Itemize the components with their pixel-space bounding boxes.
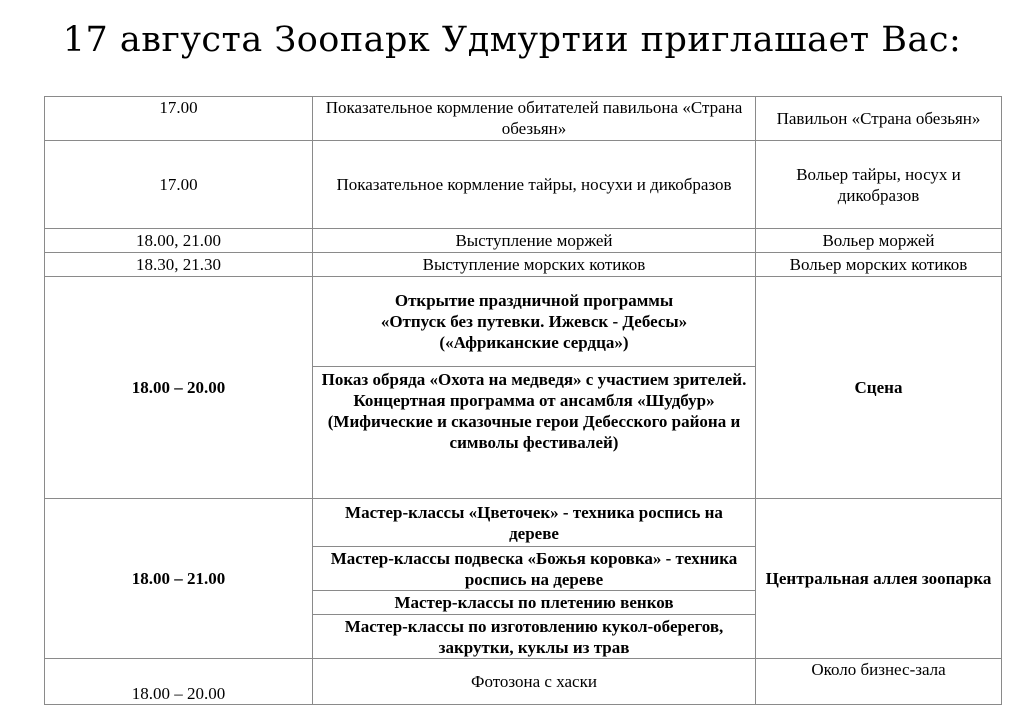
table-row [45, 141, 1002, 229]
time-cell: 18.00, 21.00 [45, 229, 313, 253]
time-cell: 18.00 – 20.00 [45, 277, 313, 499]
event-cell: Фотозона с хаски [313, 659, 756, 705]
time-cell: 18.00 – 20.00 [45, 659, 313, 705]
place-cell: Вольер морских котиков [756, 253, 1002, 277]
event-cell: Показательное кормление тайры, носухи и дикобразов [313, 141, 756, 229]
time-cell: 18.00 – 21.00 [45, 499, 313, 659]
schedule-table [44, 96, 1002, 705]
table-row [45, 97, 1002, 141]
event-cell: Показ обряда «Охота на медведя» с участием зрителей. Концертная программа от ансамбля «Шудбур» (Мифические и сказочные герои Дебесского района и символы фестивалей) [313, 367, 756, 499]
event-cell: Выступление морских котиков [313, 253, 756, 277]
table-row [45, 229, 1002, 253]
place-cell: Вольер тайры, носух и дикобразов [756, 141, 1002, 229]
time-cell: 18.30, 21.30 [45, 253, 313, 277]
event-cell: Открытие праздничной программы «Отпуск без путевки. Ижевск - Дебесы» («Африканские сердца») [313, 277, 756, 367]
event-cell: Мастер-классы подвеска «Божья коровка» - техника роспись на дереве [313, 547, 756, 591]
page-title: 17 августа Зоопарк Удмуртии приглашает Вас: [62, 20, 962, 60]
place-cell: Вольер моржей [756, 229, 1002, 253]
place-cell: Сцена [756, 277, 1002, 499]
table-row [45, 659, 1002, 705]
table-row [45, 277, 1002, 367]
time-cell: 17.00 [45, 141, 313, 229]
table-row [45, 253, 1002, 277]
event-cell: Мастер-классы «Цветочек» - техника роспись на дереве [313, 499, 756, 547]
event-cell: Мастер-классы по плетению венков [313, 591, 756, 615]
event-cell: Выступление моржей [313, 229, 756, 253]
time-cell: 17.00 [45, 97, 313, 141]
place-cell: Около бизнес-зала [756, 659, 1002, 705]
event-cell: Мастер-классы по изготовлению кукол-оберегов, закрутки, куклы из трав [313, 615, 756, 659]
place-cell: Центральная аллея зоопарка [756, 499, 1002, 659]
place-cell: Павильон «Страна обезьян» [756, 97, 1002, 141]
event-cell: Показательное кормление обитателей павильона «Страна обезьян» [313, 97, 756, 141]
table-row [45, 499, 1002, 547]
